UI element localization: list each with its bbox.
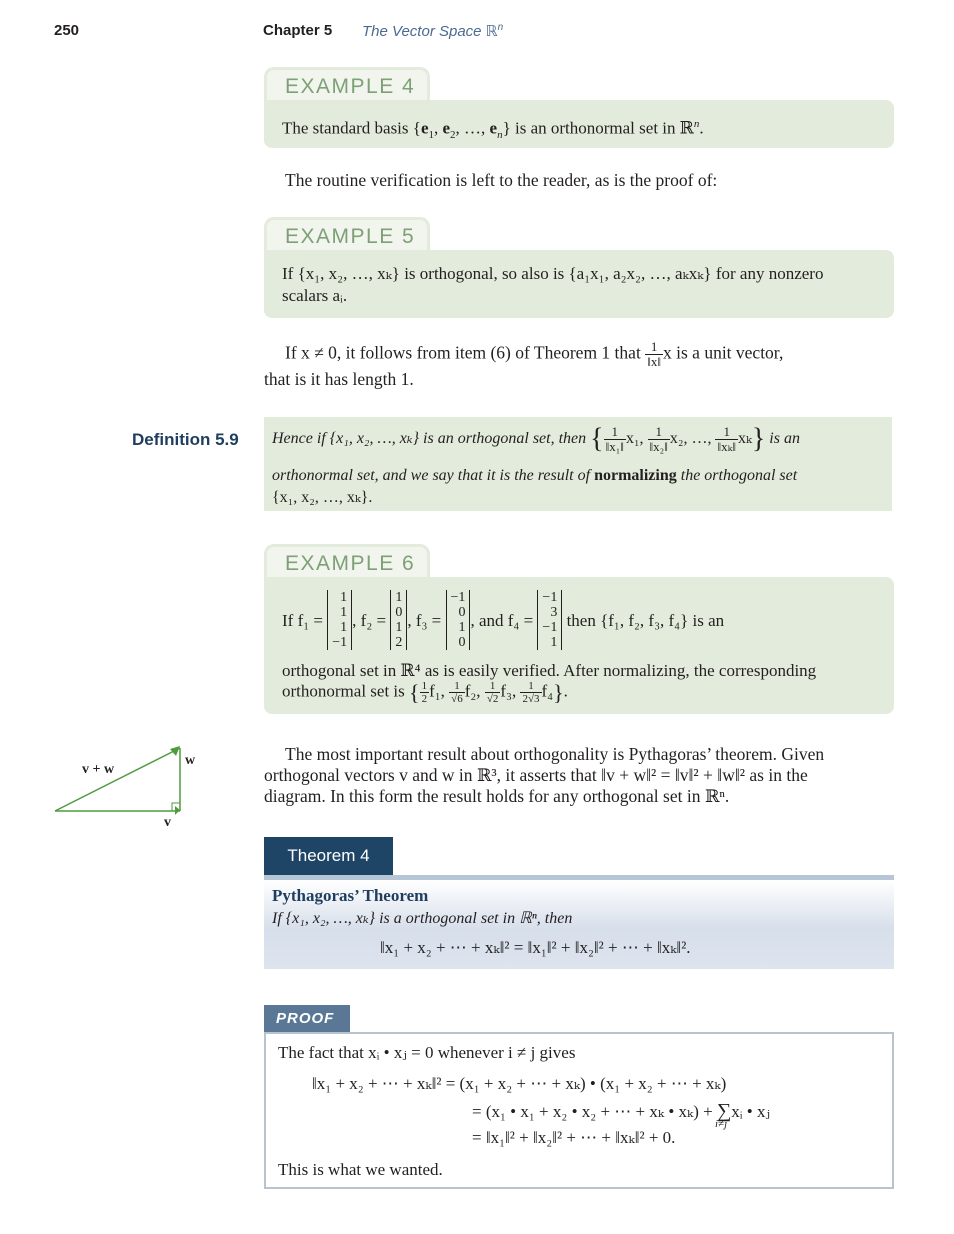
proof-intro: The fact that xᵢ • xⱼ = 0 whenever i ≠ j gives [278, 1043, 576, 1062]
def-frac-3: $\frac{1}{\text{‖xₖ‖}}$ [717, 424, 736, 454]
paragraph-pythagoras-line3: diagram. In this form the result holds for any orthogonal set in ℝⁿ. [264, 786, 730, 806]
def-frac-1: $\frac{1}{\text{‖x₁‖}}$ [605, 424, 624, 454]
example-5-line2: scalars aᵢ. [282, 286, 348, 305]
example-5-line1: If {x₁, x₂, …, xₖ} is orthogonal, so also is {a₁x₁, a₂x₂, …, aₖxₖ} for any nonzero [282, 264, 824, 283]
paragraph-pythagoras-line2: orthogonal vectors v and w in ℝ³, it asserts that ‖v + w‖² = ‖v‖² + ‖w‖² as in the [264, 765, 808, 785]
paragraph-routine-verification: The routine verification is left to the reader, as is the proof of: [285, 170, 718, 190]
proof-end: This is what we wanted. [278, 1160, 443, 1179]
example-4-box [264, 100, 894, 148]
matrix-f1: 1 1 1 −1 [327, 590, 352, 650]
theorem-statement: If {x₁, x₂, …, xₖ} is a orthogonal set in ℝⁿ, then [272, 910, 573, 927]
example-6-box [264, 577, 894, 714]
example-5-box [264, 250, 894, 318]
label-w: w [185, 753, 196, 768]
matrix-f4: −1 3 −1 1 [537, 590, 562, 650]
example-6-line2: orthogonal set in ℝ⁴ as is easily verified. After normalizing, the corresponding [282, 661, 817, 680]
running-head-chapter: Chapter 5 [263, 22, 333, 39]
example-4-text: The standard basis {$e_1$, $e_2$, …, $e_n$} is an orthonormal set in ℝ$^n$. [282, 118, 704, 142]
e6-frac-3: $\frac{1}{√2}$ [486, 680, 499, 705]
e6-frac-4: $\frac{1}{2√3}$ [522, 680, 540, 705]
example-4-tab: EXAMPLE 4 [264, 67, 430, 102]
vector-v-plus-w-line [55, 748, 180, 811]
label-v: v [164, 815, 171, 830]
definition-line1: Hence if {x₁, x₂, …, xₖ} is an orthogonal set, then { $\frac{1}{\text{‖x₁‖}}$ x₁, $\frac{1}{\text{‖x₂‖}}$ x₂, …, $\frac{1}{\text{‖xₖ‖}}$ xₖ} is an [272, 423, 800, 455]
fraction-one-over-norm-x: $\frac{1}{‖x‖}$ [647, 339, 661, 369]
proof-line3: = ‖x₁‖² + ‖x₂‖² + ⋯ + ‖xₖ‖² + 0. [472, 1128, 676, 1147]
definition-label: Definition 5.9 [132, 430, 239, 449]
definition-line2: orthonormal set, and we say that it is the result of normalizing the orthogonal set [272, 467, 798, 484]
theorem-tab: Theorem 4 [264, 837, 393, 875]
example-6-vectors: If f₁ = 1 1 1 −1 , f₂ = 1 0 1 2 , f₃ = −1 0 1 0 , and f₄ = −1 3 −1 1 then {f₁, f₂, f₃, f₄} is an [282, 590, 725, 650]
arrowhead-icon [170, 746, 180, 756]
definition-box [264, 417, 892, 511]
matrix-f2: 1 0 1 2 [390, 590, 407, 650]
proof-tab: PROOF [264, 1005, 350, 1032]
pythagoras-diagram [50, 740, 210, 830]
def-frac-2: $\frac{1}{\text{‖x₂‖}}$ [649, 424, 668, 454]
definition-line3: {x₁, x₂, …, xₖ}. [272, 489, 373, 506]
example-6-tab: EXAMPLE 6 [264, 544, 430, 579]
running-head-title: The Vector Space ℝ$^n$ [362, 22, 504, 40]
proof-box [264, 1032, 894, 1189]
paragraph-unit-vector-line2: that is it has length 1. [264, 369, 414, 389]
matrix-f3: −1 0 1 0 [446, 590, 471, 650]
label-v-plus-w: v + w [82, 762, 115, 777]
theorem-box [264, 880, 894, 969]
theorem-name: Pythagoras’ Theorem [272, 886, 429, 905]
e6-frac-1: $\frac{1}{2}$ [421, 680, 428, 705]
theorem-formula: ‖x₁ + x₂ + ⋯ + xₖ‖² = ‖x₁‖² + ‖x₂‖² + ⋯ + ‖xₖ‖². [380, 938, 691, 957]
paragraph-pythagoras-line1: The most important result about orthogonality is Pythagoras’ theorem. Given [285, 744, 825, 764]
page-number: 250 [54, 22, 80, 39]
example-6-line3: orthonormal set is { $\frac{1}{2}$ f₁, $\frac{1}{√6}$ f₂, $\frac{1}{√2}$ f₃, $\frac{1}{2√3}$ f₄}. [282, 680, 568, 705]
proof-line2: = (x₁ • x₁ + x₂ • x₂ + ⋯ + xₖ • xₖ) + ∑ i≠j xᵢ • xⱼ [472, 1100, 770, 1130]
paragraph-unit-vector: If x ≠ 0, it follows from item (6) of Theorem 1 that $\frac{1}{‖x‖}$ x is a unit vector, [285, 339, 784, 369]
proof-line1: ‖x₁ + x₂ + ⋯ + xₖ‖² = (x₁ + x₂ + ⋯ + xₖ) • (x₁ + x₂ + ⋯ + xₖ) [312, 1074, 727, 1093]
example-5-tab: EXAMPLE 5 [264, 217, 430, 252]
e6-frac-2: $\frac{1}{√6}$ [451, 680, 463, 705]
